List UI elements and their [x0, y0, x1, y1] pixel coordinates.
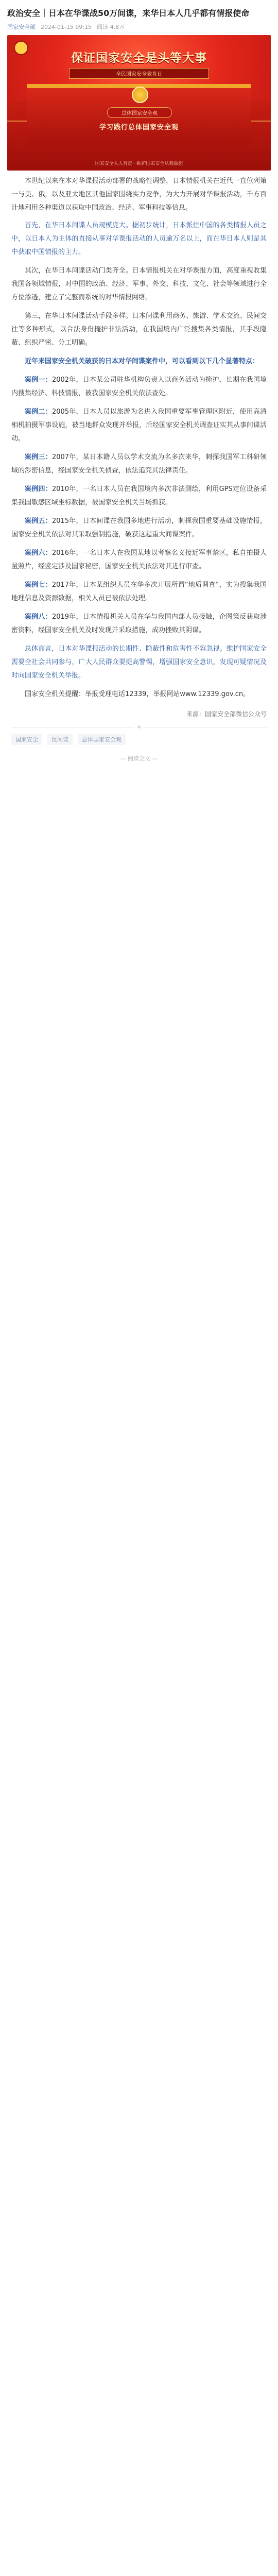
section-heading-cases: 近年来国家安全机关破获的日本对华间谍案件中，可以看到以下几个显著特点：: [25, 358, 259, 365]
hero-footer-note: 国家安全人人有责 · 维护国家安全从我做起: [95, 161, 183, 166]
end-divider: [11, 725, 267, 728]
case-item: [11, 547, 267, 573]
case-tag: 案例六：: [25, 549, 52, 557]
case-text: 2019年，日本情报机关人员在华与我国内部人员接触，企图策反获取涉密资料，经国家安全机关及时发现并采取措施，成功挫败其阴谋。: [11, 613, 267, 634]
hero-banner-image: [7, 35, 271, 171]
case-item: [11, 611, 267, 637]
closing-paragraph: 国家安全机关提醒：举报受理电话12339，举报网站www.12339.gov.cn。: [25, 690, 250, 698]
case-tag: 案例八：: [25, 613, 52, 621]
article-title: 政治安全｜日本在华谍战50万间谍，来华日本人几乎都有情报使命: [7, 8, 250, 18]
article-meta: [7, 23, 271, 31]
divider-dot: [137, 725, 141, 728]
article-page: [0, 0, 278, 762]
tag-item[interactable]: 总体国家安全观: [78, 734, 126, 745]
case-text: 2005年，日本人员以旅游为名进入我国重要军事管理区附近，使用高清相机拍摄军事设施，被当地群众发现并举报，后经国家安全机关调查证实其从事间谍活动。: [11, 408, 267, 443]
hero-pill: 总体国家安全观: [107, 107, 172, 118]
case-tag: 案例三：: [25, 453, 52, 461]
tag-item[interactable]: 国家安全: [11, 734, 42, 745]
case-text: 2016年，一名日本人在我国某地以考察名义接近军事禁区，私自拍摄大量照片，经鉴定涉及国家秘密，国家安全机关依法对其进行审查。: [11, 549, 267, 570]
tag-item[interactable]: 反间谍: [47, 734, 73, 745]
case-text: 2002年，日本某公司驻华机构负责人以商务活动为掩护，长期在我国境内搜集经济、科技情报，被我国家安全机关依法查处。: [11, 376, 267, 397]
case-tag: 案例七：: [25, 581, 52, 589]
lead-paragraph: 本世纪以来在本对华谍报活动部署的战略性调整，日本情报机关在近代一直位列第一与美、俄，以及亚太地区其他国家围绕实力竞争，为大力开展对华谍报活动，千方百计地利用各种渠道以获取中国政治、经济、军事科技等信息。: [11, 177, 267, 212]
paragraph-3: 第三，在华日本间谍活动手段多样。日本间谍利用商务、旅游、学术交流、民间交往等多种形式，以合法身份掩护非法活动，在我国境内广泛搜集各类情报，其手段隐蔽、组织严密、分工明确。: [11, 312, 267, 347]
article-header: [0, 0, 278, 31]
case-tag: 案例四：: [25, 485, 52, 493]
article-time: 2024-01-15 09:15: [41, 23, 92, 30]
national-emblem-icon: [132, 87, 148, 103]
case-text: 2010年，一名日本人员在我国境内多次非法测绘，利用GPS定位设备采集我国敏感区域坐标数据，被国家安全机关当场抓获。: [11, 485, 267, 506]
case-item: [11, 579, 267, 605]
hero-title: 保证国家安全是头等大事: [71, 52, 207, 65]
case-text: 2015年，日本间谍在我国多地进行活动，刺探我国重要基础设施情报，国家安全机关依法对其采取强制措施，破获这起重大间谍案件。: [11, 517, 267, 538]
article-views: 阅读 4.8万: [97, 24, 125, 30]
tag-list: [11, 734, 267, 745]
case-item: [11, 515, 267, 541]
case-text: 2007年，某日本籍人员以学术交流为名多次来华，刺探我国军工科研领域的涉密信息，经国家安全机关侦查，依法追究其法律责任。: [11, 453, 267, 474]
paragraph-1: 首先，在华日本间谍人员规模庞大。据初步统计，日本派往中国的各类情报人员之中，以日本人为主体的直接从事对华谍报活动的人员逾万名以上，而在华日本人则是其中获取中国情报的主力。: [11, 222, 267, 256]
article-body: [0, 171, 278, 762]
read-more-footer: — 阅读全文 —: [120, 755, 158, 762]
case-tag: 案例二：: [25, 408, 52, 416]
article-source[interactable]: 国家安全部: [7, 24, 36, 30]
case-item: [11, 451, 267, 478]
case-item: [11, 405, 267, 446]
summary-paragraph: 总体而言，日本对华谍报活动的长期性、隐蔽性和危害性不容忽视。维护国家安全需要全社会共同参与，广大人民群众要提高警惕，增强国家安全意识，发现可疑情况及时向国家安全机关举报。: [11, 645, 267, 680]
case-tag: 案例一：: [25, 376, 52, 384]
case-item: [11, 374, 267, 400]
hero-subtitle: 全民国家安全教育日: [69, 68, 209, 79]
hero-slogan: 学习践行总体国家安全观: [99, 124, 179, 131]
case-text: 2017年，日本某组织人员在华多次开展所谓“地质调查”，实为搜集我国地理信息及资源数据，相关人员已被依法处理。: [11, 581, 267, 602]
source-attribution: 来源：国家安全部微信公众号: [186, 710, 267, 718]
paragraph-2: 其次，在华日本间谍活动门类齐全。日本情报机关在对华谍报方面，高度重视收集我国各领域情报，对中国的政治、经济、军事、外交、科技、文化、社会等领域进行全方位渗透，建立了完整而系统的对华情报网络。: [11, 267, 267, 301]
case-tag: 案例五：: [25, 517, 52, 525]
case-item: [11, 483, 267, 510]
